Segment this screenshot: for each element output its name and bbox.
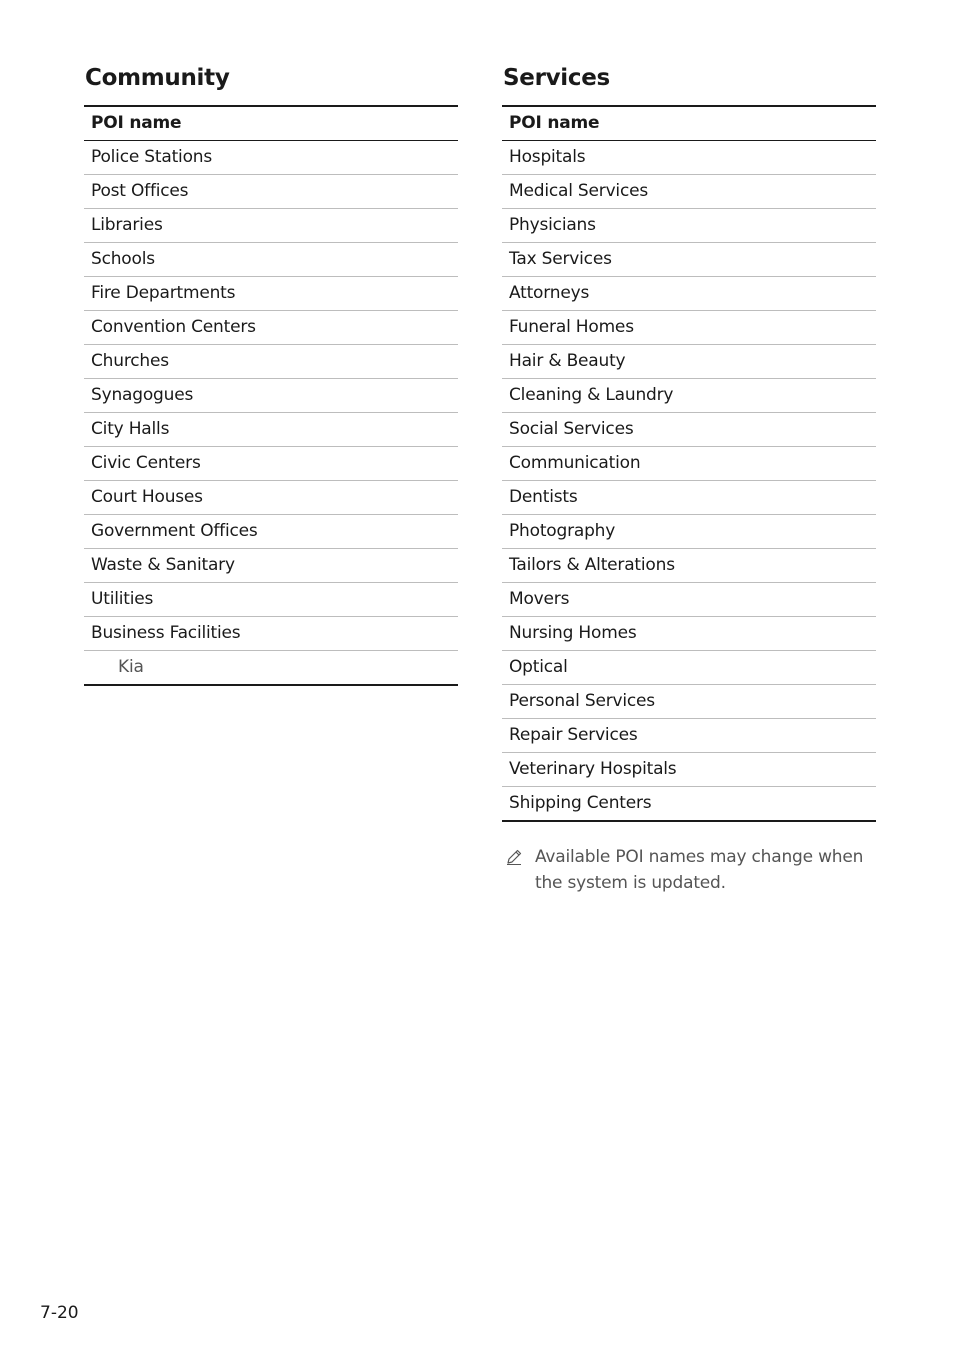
table-row: Funeral Homes — [502, 310, 876, 344]
pencil-icon — [505, 848, 523, 866]
services-title: Services — [503, 65, 610, 91]
table-row: Churches — [84, 344, 458, 378]
table-row: Court Houses — [84, 480, 458, 514]
table-row: Medical Services — [502, 174, 876, 208]
table-row: Waste & Sanitary — [84, 548, 458, 582]
table-row: Hair & Beauty — [502, 344, 876, 378]
info-note — [502, 844, 876, 896]
note-text: Available POI names may change when the system is updated. — [535, 847, 864, 893]
table-row: Cleaning & Laundry — [502, 378, 876, 412]
table-row: Dentists — [502, 480, 876, 514]
table-subrow: Kia — [84, 650, 458, 684]
table-row: Shipping Centers — [502, 786, 876, 820]
table-row: Photography — [502, 514, 876, 548]
table-row: Attorneys — [502, 276, 876, 310]
table-row: Movers — [502, 582, 876, 616]
table-row: Optical — [502, 650, 876, 684]
community-title: Community — [85, 65, 230, 91]
community-table-header: POI name — [84, 107, 458, 141]
table-row: Personal Services — [502, 684, 876, 718]
page-number: 7-20 — [40, 1303, 79, 1323]
table-row: Government Offices — [84, 514, 458, 548]
table-row: Physicians — [502, 208, 876, 242]
table-row: Police Stations — [91, 147, 212, 167]
table-row: Tax Services — [502, 242, 876, 276]
services-section — [502, 56, 876, 896]
table-row: Utilities — [84, 582, 458, 616]
table-row: Communication — [502, 446, 876, 480]
table-row: Post Offices — [84, 174, 458, 208]
services-table-header: POI name — [502, 107, 876, 141]
table-row: Repair Services — [502, 718, 876, 752]
table-row: Convention Centers — [84, 310, 458, 344]
table-row: City Halls — [84, 412, 458, 446]
table-row: Civic Centers — [84, 446, 458, 480]
table-row: Tailors & Alterations — [502, 548, 876, 582]
table-row: Synagogues — [84, 378, 458, 412]
community-table — [84, 105, 458, 686]
table-row: Schools — [84, 242, 458, 276]
table-row: Hospitals — [509, 147, 586, 167]
services-table — [502, 105, 876, 822]
table-row: Fire Departments — [84, 276, 458, 310]
table-row: Business Facilities — [84, 616, 458, 650]
table-row: Veterinary Hospitals — [502, 752, 876, 786]
community-section — [84, 56, 458, 686]
table-row: Social Services — [502, 412, 876, 446]
table-row: Libraries — [84, 208, 458, 242]
table-row: Nursing Homes — [502, 616, 876, 650]
